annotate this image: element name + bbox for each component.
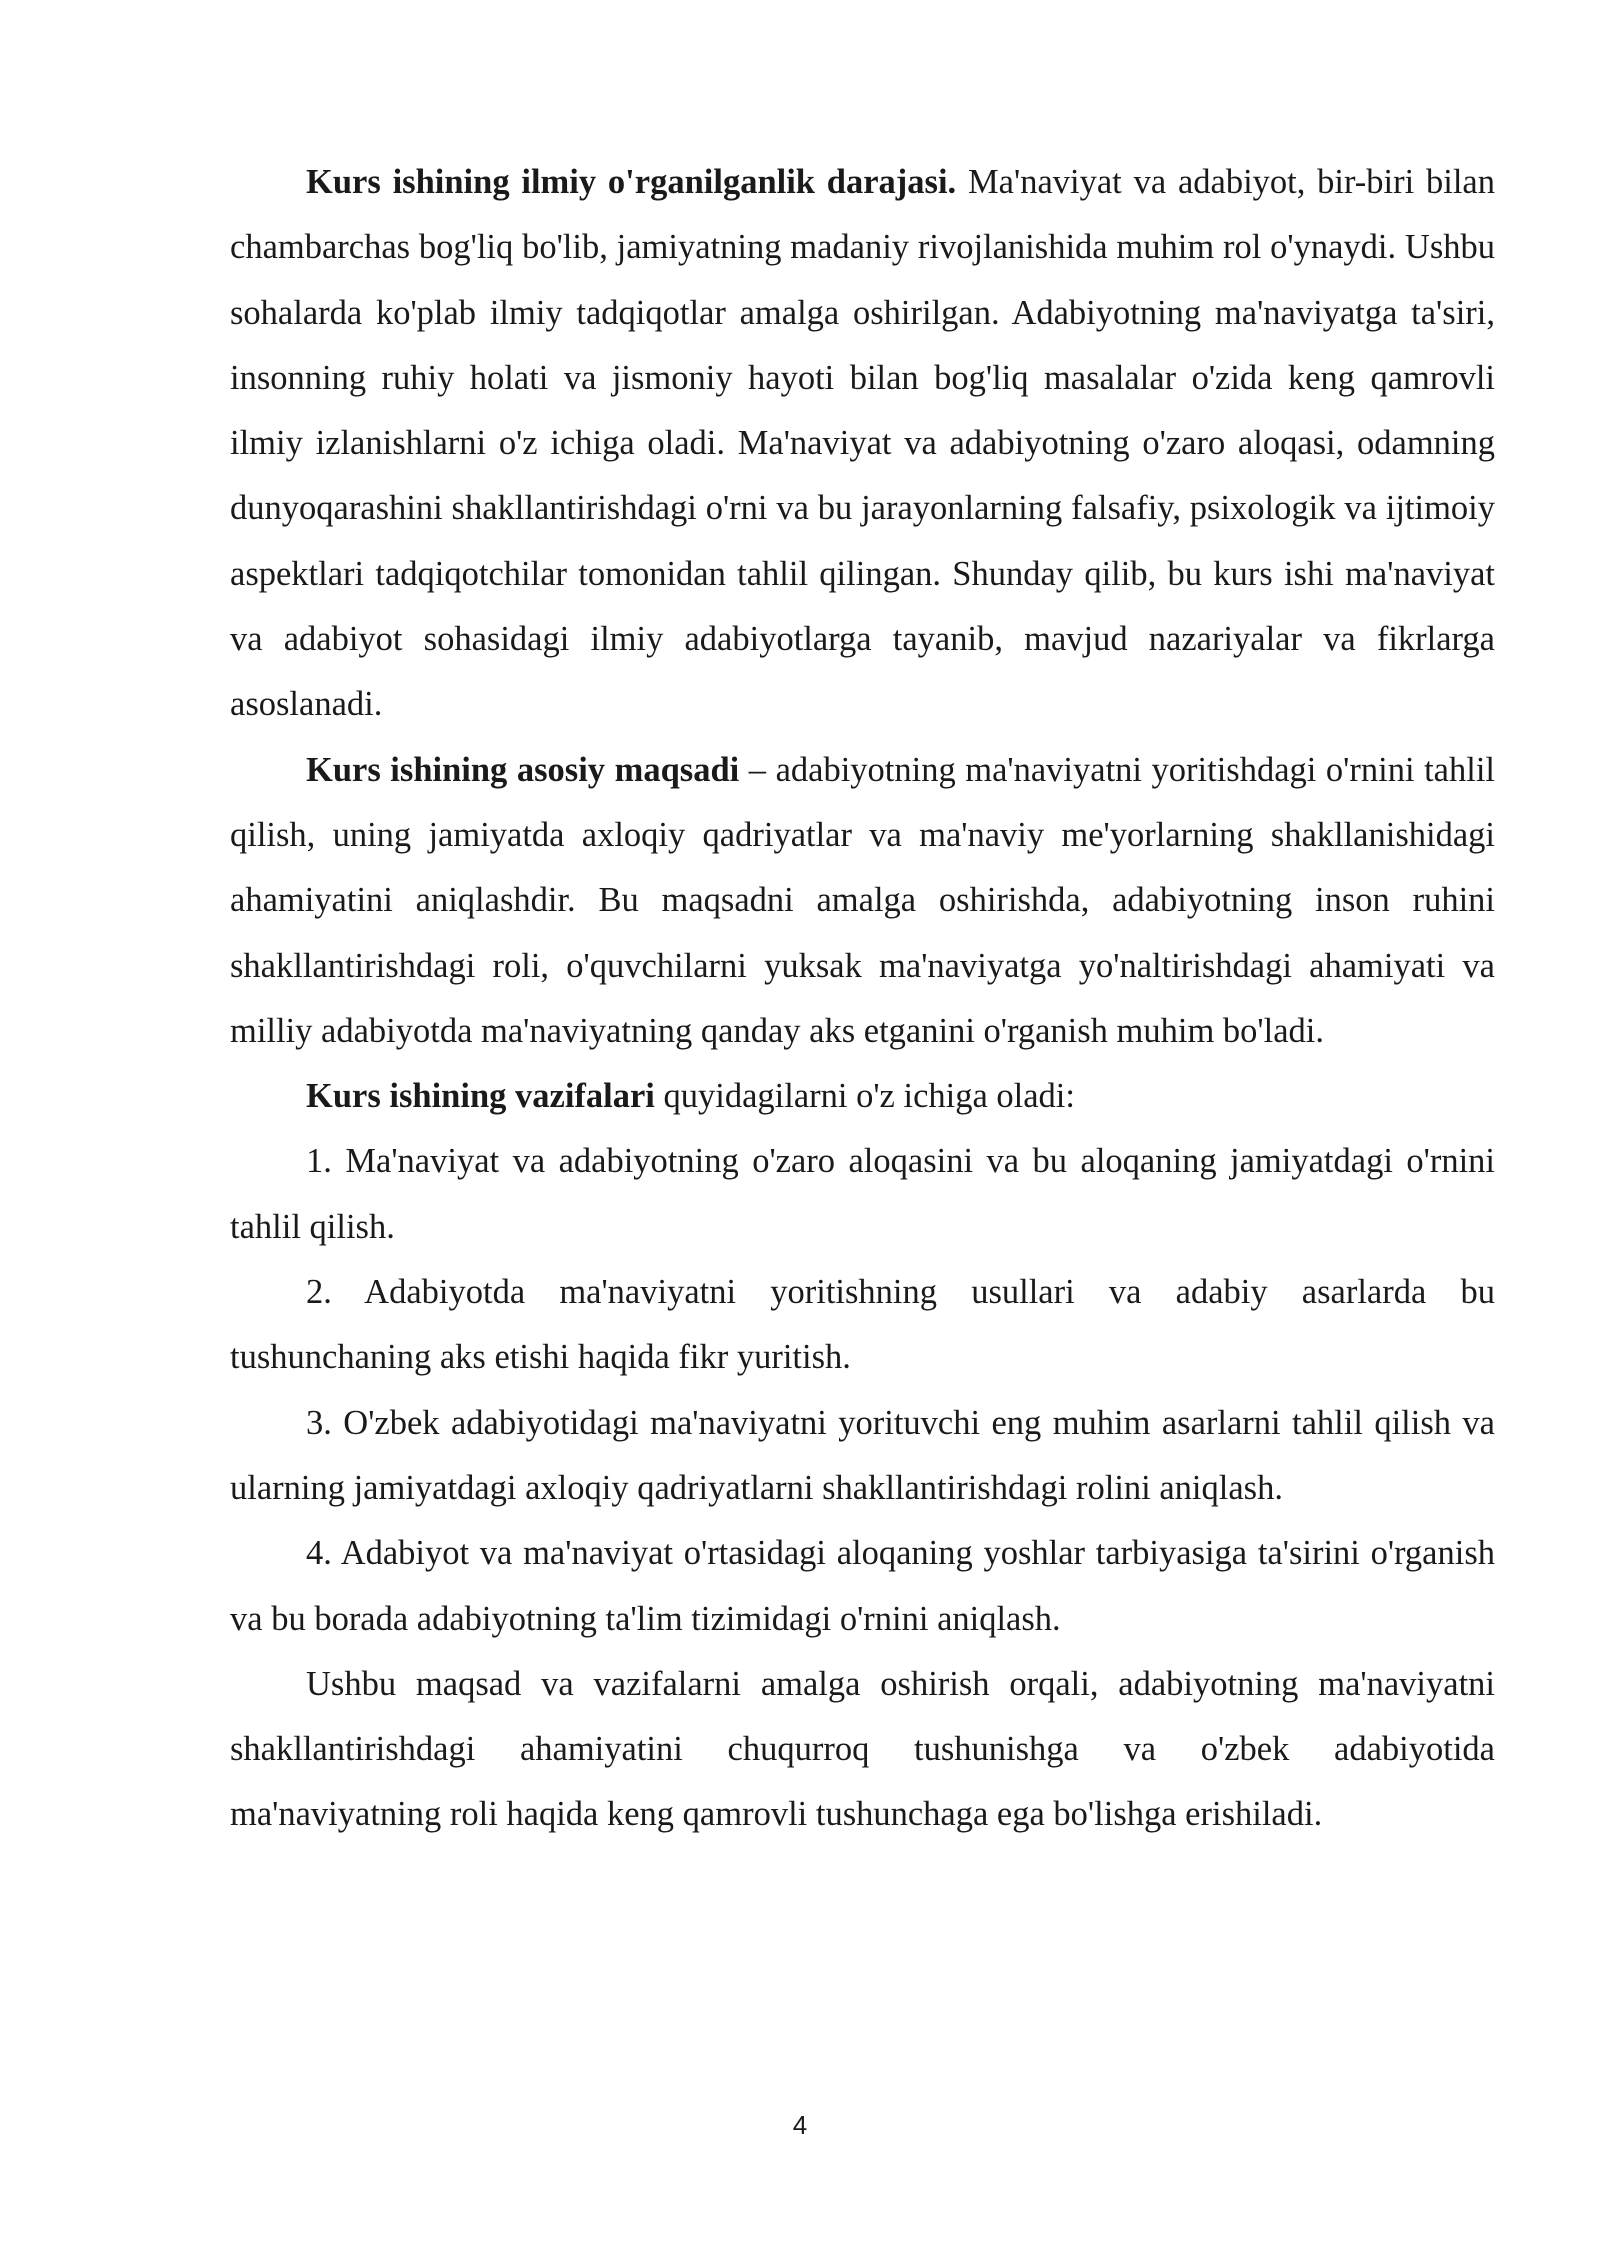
paragraph-heading: Kurs ishining ilmiy o'rganilganlik darajasi.: [306, 163, 957, 201]
paragraph-text: – adabiyotning ma'naviyatni yoritishdagi o'rnini tahlil qilish, uning jamiyatda axloqiy qadriyatlar va ma'naviy me'yorlarning shakllanishidagi ahamiyatini aniqlashdir. Bu maqsadni amalga oshirishda, adabiyotning inson ruhini shakllantirishdagi roli, o'quvchilarni yuksak ma'naviyatga yo'naltirishdagi ahamiyati va milliy adabiyotda ma'naviyatning qanday aks etganini o'rganish muhim bo'ladi.: [230, 750, 1495, 1050]
paragraph-heading: Kurs ishining asosiy maqsadi: [306, 750, 740, 789]
list-item-text: 3. O'zbek adabiyotidagi ma'naviyatni yorituvchi eng muhim asarlarni tahlil qilish va ularning jamiyatdagi axloqiy qadriyatlarni shakllantirishdagi rolini aniqlash.: [230, 1403, 1495, 1507]
task-list-item-1: [230, 1129, 1495, 1260]
paragraph-text: Ma'naviyat va adabiyot, bir-biri bilan chambarchas bog'liq bo'lib, jamiyatning madaniy rivojlanishida muhim rol o'ynaydi. Ushbu sohalarda ko'plab ilmiy tadqiqotlar amalga oshirilgan. Adabiyotning ma'naviyatga ta'siri, insonning ruhiy holati va jismoniy hayoti bilan bog'liq masalalar o'zida keng qamrovli ilmiy izlanishlarni o'z ichiga oladi. Ma'naviyat va adabiyotning o'zaro aloqasi, odamning dunyoqarashini shakllantirishdagi o'rni va bu jarayonlarning falsafiy, psixologik va ijtimoiy aspektlari tadqiqotchilar tomonidan tahlil qilingan. Shunday qilib, bu kurs ishi ma'naviyat va adabiyot sohasidagi ilmiy adabiyotlarga tayanib, mavjud nazariyalar va fikrlarga asoslanadi.: [230, 163, 1495, 724]
paragraph-scientific-study-degree: [230, 150, 1495, 738]
task-list-item-2: [230, 1260, 1495, 1391]
paragraph-heading: Kurs ishining vazifalari: [306, 1077, 655, 1116]
paragraph-tasks-intro: [230, 1064, 1495, 1129]
task-list-item-3: [230, 1391, 1495, 1522]
page-number: 4: [792, 2110, 808, 2140]
list-item-text: 2. Adabiyotda ma'naviyatni yoritishning usullari va adabiy asarlarda bu tushunchaning aks etishi haqida fikr yuritish.: [230, 1273, 1495, 1377]
paragraph-text: Ushbu maqsad va vazifalarni amalga oshirish orqali, adabiyotning ma'naviyatni shakllantirishdagi ahamiyatini chuqurroq tushunishga va o'zbek adabiyotida ma'naviyatning roli haqida keng qamrovli tushunchaga ega bo'lishga erishiladi.: [230, 1664, 1495, 1834]
paragraph-text: quyidagilarni o'z ichiga oladi:: [654, 1077, 1075, 1116]
list-item-text: 1. Ma'naviyat va adabiyotning o'zaro aloqasini va bu aloqaning jamiyatdagi o'rnini tahlil qilish.: [230, 1142, 1495, 1246]
list-item-text: 4. Adabiyot va ma'naviyat o'rtasidagi aloqaning yoshlar tarbiyasiga ta'sirini o'rganish va bu borada adabiyotning ta'lim tizimidagi o'rnini aniqlash.: [230, 1534, 1495, 1638]
paragraph-conclusion: [230, 1652, 1495, 1848]
document-body: [230, 150, 1495, 1848]
paragraph-main-goal: [230, 738, 1495, 1064]
task-list-item-4: [230, 1521, 1495, 1652]
